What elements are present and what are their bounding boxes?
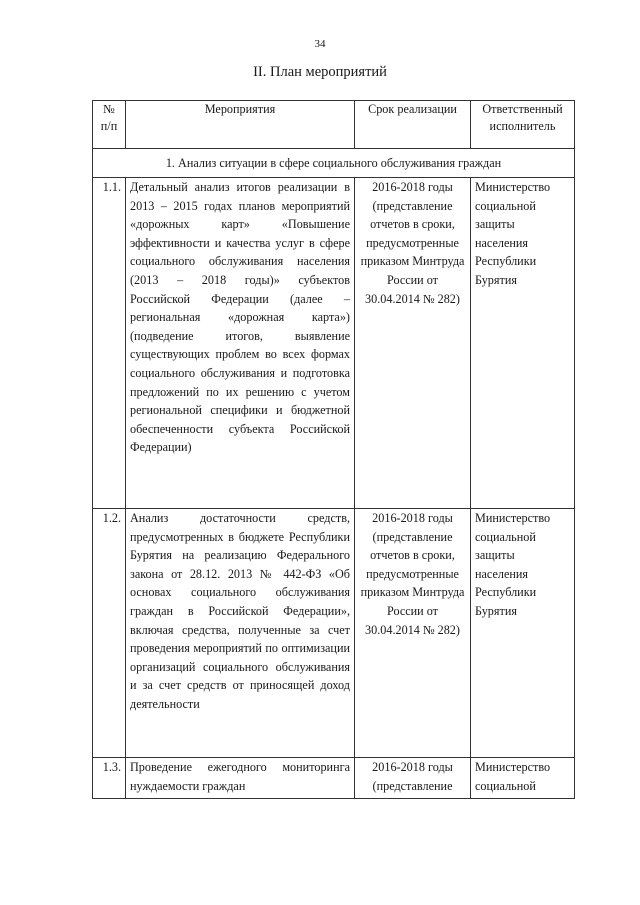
header-number: № п/п bbox=[93, 101, 126, 149]
table-group-row bbox=[93, 149, 575, 178]
row-deadline: 2016-2018 годы (представление bbox=[355, 758, 471, 799]
row-activity: Анализ достаточности средств, предусмотренных в бюджете Республики Бурятия на реализацию Федерального закона от 28.12. 2013 № 442-ФЗ «Об основах социального обслуживания граждан в Российской Федерации», включая средства, полученные за счет проведения мероприятий по оптимизации организаций социального обслуживания и за счет средств от приносящей доход деятельности bbox=[126, 509, 355, 758]
header-deadline: Срок реализации bbox=[355, 101, 471, 149]
table-row bbox=[93, 178, 575, 509]
row-number: 1.3. bbox=[93, 758, 126, 799]
row-responsible: Министерство социальной защиты населения Республики Бурятия bbox=[471, 509, 575, 758]
row-deadline: 2016-2018 годы (представление отчетов в сроки, предусмотренные приказом Минтруда России от 30.04.2014 № 282) bbox=[355, 509, 471, 758]
plan-table bbox=[92, 100, 575, 799]
table-row bbox=[93, 509, 575, 758]
row-responsible: Министерство социальной защиты населения Республики Бурятия bbox=[471, 178, 575, 509]
header-activities: Мероприятия bbox=[126, 101, 355, 149]
row-number: 1.2. bbox=[93, 509, 126, 758]
table-header-row bbox=[93, 101, 575, 149]
row-number: 1.1. bbox=[93, 178, 126, 509]
table-row bbox=[93, 758, 575, 799]
row-activity: Детальный анализ итогов реализации в 2013 – 2015 годах планов мероприятий «дорожных карт» «Повышение эффективности и качества услуг в сфере социального обслуживания населения (2013 – 2018 годы)» субъектов Российской Федерации (далее – региональная «дорожная карта») (подведение итогов, выявление существующих проблем во всех формах социального обслуживания и подготовка предложений по их решению с учетом региональной специфики и бюджетной обеспеченности субъекта Российской Федерации) bbox=[126, 178, 355, 509]
row-responsible: Министерство социальной bbox=[471, 758, 575, 799]
row-activity: Проведение ежегодного мониторинга нуждаемости граждан bbox=[126, 758, 355, 799]
row-deadline: 2016-2018 годы (представление отчетов в сроки, предусмотренные приказом Минтруда России от 30.04.2014 № 282) bbox=[355, 178, 471, 509]
header-responsible: Ответственный исполнитель bbox=[471, 101, 575, 149]
section-title: II. План мероприятий bbox=[253, 64, 387, 80]
group-title: 1. Анализ ситуации в сфере социального обслуживания граждан bbox=[93, 149, 575, 178]
page-number: 34 bbox=[314, 38, 326, 50]
